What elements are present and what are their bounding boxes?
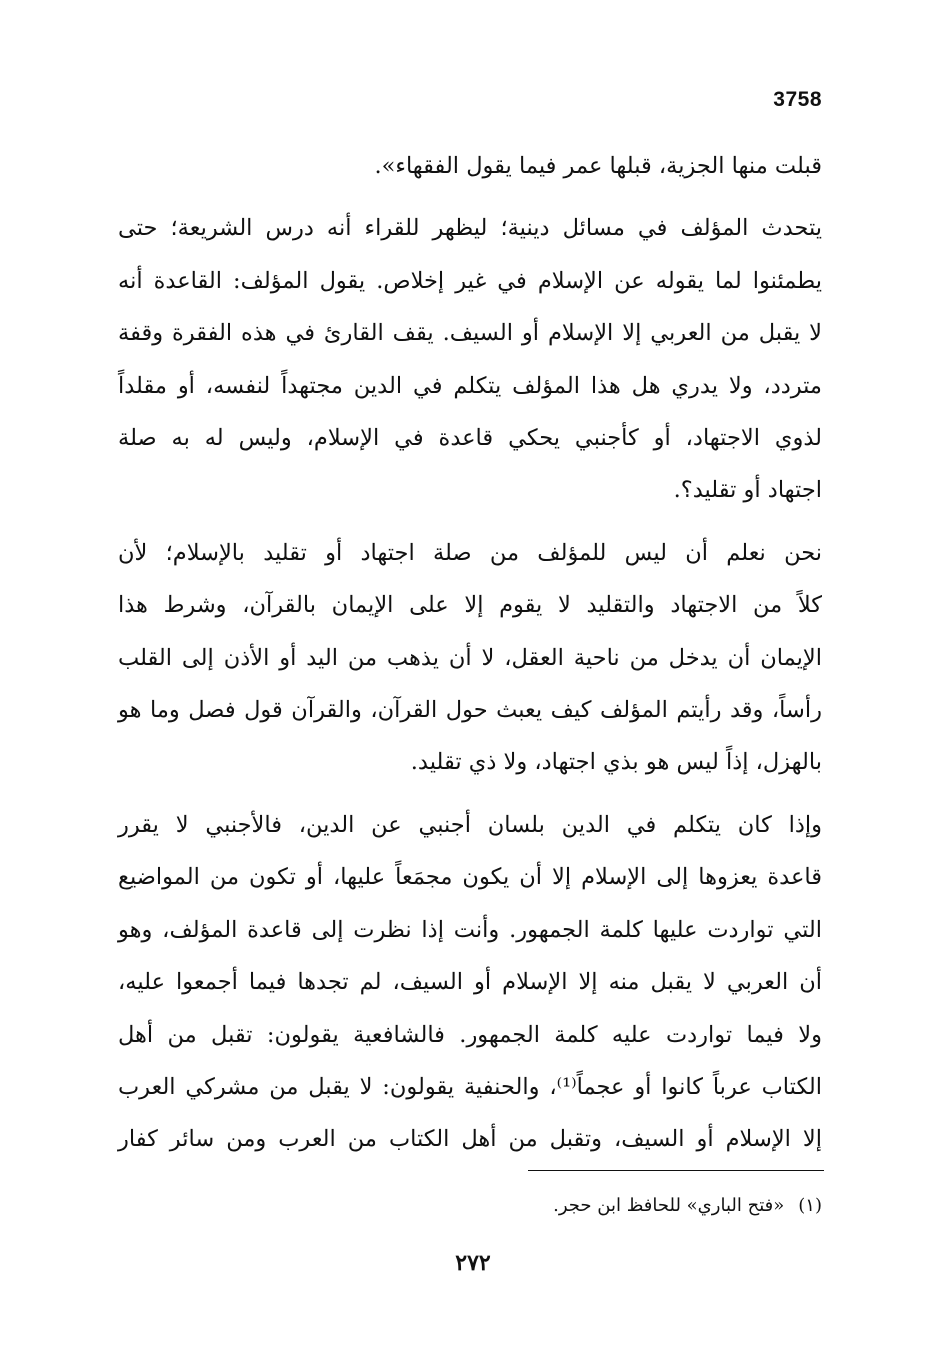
text-line: رأساً، وقد رأيتم المؤلف كيف يعبث حول القرآن، والقرآن قول فصل وما هو <box>118 697 822 724</box>
running-page-number: 3758 <box>773 88 822 111</box>
footnote-text: «فتح الباري» للحافظ ابن حجر. <box>553 1195 785 1216</box>
paragraph-3 <box>118 527 822 789</box>
text-line: اجتهاد أو تقليد؟. <box>673 477 822 504</box>
text-line: إلا الإسلام أو السيف، وتقبل من أهل الكتاب من العرب ومن سائر كفار <box>118 1126 822 1153</box>
text-line: الإيمان أن يدخل من ناحية العقل، لا أن يذهب من اليد أو الأذن إلى القلب <box>118 644 822 671</box>
text-line: يتحدث المؤلف في مسائل دينية؛ ليظهر للقراء أنه درس الشريعة؛ حتى <box>118 215 822 242</box>
text-line: قاعدة يعزوها إلى الإسلام إلا أن يكون مجمَعاً عليها، أو تكون من المواضيع <box>118 864 822 891</box>
text-line: التي تواردت عليها كلمة الجمهور. وأنت إذا نظرت إلى قاعدة المؤلف، وهو <box>118 916 822 943</box>
paragraph-4 <box>118 799 822 1166</box>
text-line: وإذا كان يتكلم في الدين بلسان أجنبي عن الدين، فالأجنبي لا يقرر <box>118 811 822 838</box>
text-line: كلاً من الاجتهاد والتقليد لا يقوم إلا على الإيمان بالقرآن، وشرط هذا <box>118 592 822 619</box>
footnote-marker: (١) <box>798 1195 822 1216</box>
text-line: قبلت منها الجزية، قبلها عمر فيما يقول الفقهاء». <box>374 153 822 179</box>
text-line: يطمئنوا لما يقوله عن الإسلام في غير إخلاص. يقول المؤلف: القاعدة أنه <box>118 267 822 294</box>
text-line: الكتاب عرباً كانوا أو عجماً⁽¹⁾، والحنفية يقولون: لا يقبل من مشركي العرب <box>118 1073 822 1100</box>
footnote-divider <box>528 1170 824 1171</box>
text-line: نحن نعلم أن ليس للمؤلف من صلة اجتهاد أو تقليد بالإسلام؛ لأن <box>118 539 822 566</box>
body-text <box>118 140 822 1166</box>
text-line: ولا فيما تواردت عليه كلمة الجمهور. فالشافعية يقولون: تقبل من أهل <box>118 1021 822 1048</box>
text-line: بالهزل، إذاً ليس هو بذي اجتهاد، ولا ذي تقليد. <box>410 749 822 776</box>
text-line: أن العربي لا يقبل منه إلا الإسلام أو السيف، لم تجدها فيما أجمعوا عليه، <box>118 969 822 996</box>
text-line: لا يقبل من العربي إلا الإسلام أو السيف. يقف القارئ في هذه الفقرة وقفة <box>118 320 823 347</box>
paragraph-1 <box>118 140 822 192</box>
folio-page-number: ٢٧٢ <box>455 1250 491 1276</box>
paragraph-2 <box>118 202 822 516</box>
text-line: متردد، ولا يدري هل هذا المؤلف يتكلم في الدين مجتهداً لنفسه، أو مقلداً <box>118 372 822 399</box>
footnote <box>553 1191 822 1221</box>
text-line: لذوي الاجتهاد، أو كأجنبي يحكي قاعدة في الإسلام، وليس له به صلة <box>118 425 822 452</box>
